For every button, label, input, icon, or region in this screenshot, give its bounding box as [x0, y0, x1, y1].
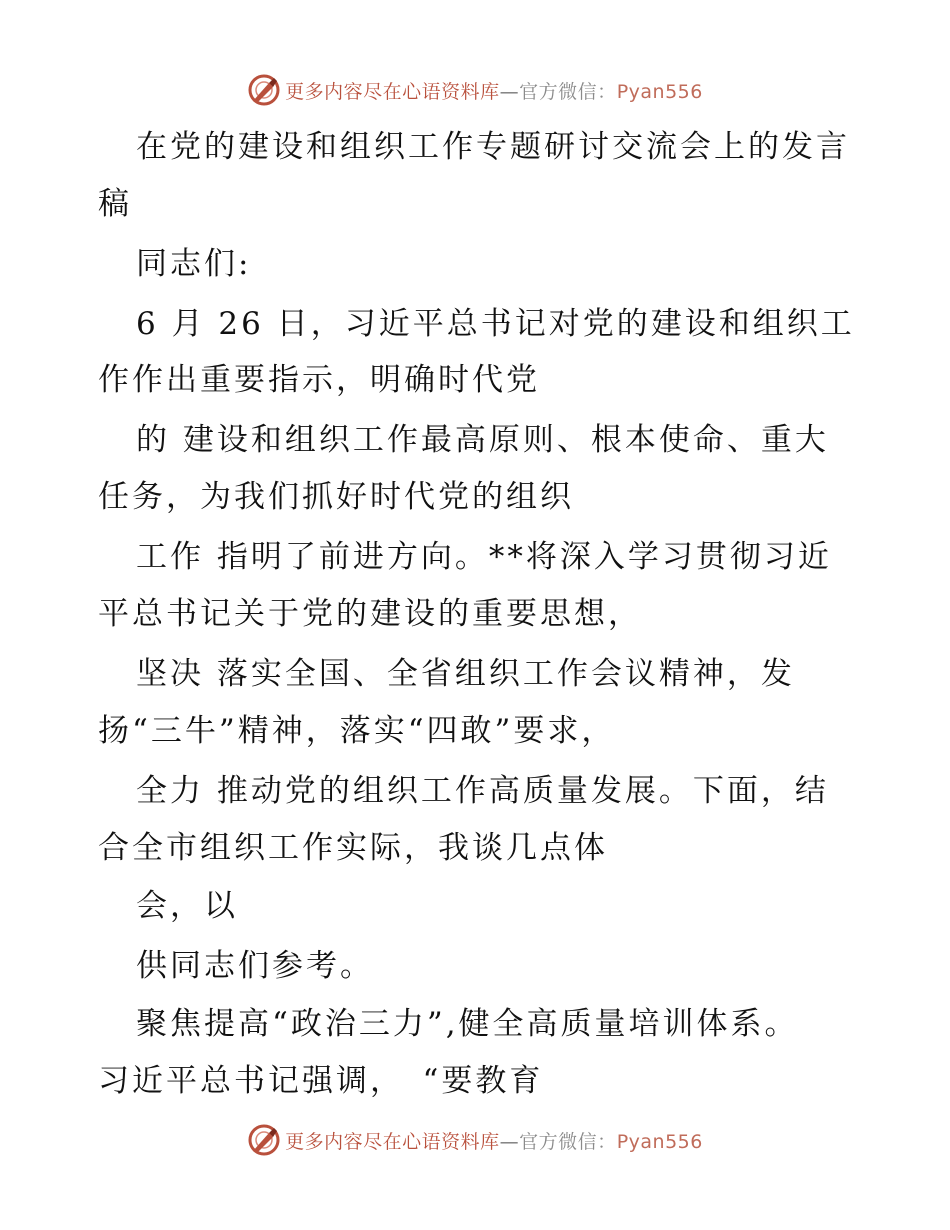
- salutation: 同志们:: [136, 246, 252, 282]
- watermark-account: Pyan556: [616, 1130, 703, 1153]
- paragraph-line: 全力 推动党的组织工作高质量发展。下面，结: [136, 773, 829, 809]
- paragraph-line: 扬“三牛”精神，落实“四敢”要求，: [98, 713, 616, 749]
- paragraph-line: 工作 指明了前进方向。**将深入学习贯彻习近: [136, 539, 832, 575]
- title-line-2: 稿: [98, 186, 132, 222]
- paragraph-line: 聚焦提高“政治三力”,健全高质量培训体系。: [136, 1006, 799, 1042]
- footer-watermark: [0, 1120, 950, 1160]
- paragraph-line: 6 月 26 日，习近平总书记对党的建设和组织工: [136, 306, 855, 342]
- paragraph-line: 合全市组织工作实际，我谈几点体: [98, 830, 608, 866]
- header-watermark: [0, 70, 950, 110]
- watermark-separator: —: [499, 80, 520, 103]
- pen-logo-icon: [247, 73, 281, 107]
- watermark-separator: —: [499, 1130, 520, 1153]
- watermark-wechat-label: 官方微信：: [519, 1130, 617, 1153]
- watermark-text: 更多内容尽在心语资料库: [285, 1130, 500, 1153]
- paragraph-line: 任务，为我们抓好时代党的组织: [98, 479, 574, 515]
- title-line-1: 在党的建设和组织工作专题研讨交流会上的发言: [136, 129, 850, 165]
- paragraph-line: 作作出重要指示，明确时代党: [98, 362, 540, 398]
- paragraph-line: 坚决 落实全国、全省组织工作会议精神，发: [136, 656, 795, 692]
- paragraph-line: 供同志们参考。: [136, 948, 374, 984]
- paragraph-line: 平总书记关于党的建设的重要思想，: [98, 596, 642, 632]
- pen-logo-icon: [247, 1123, 281, 1157]
- watermark-wechat-label: 官方微信：: [519, 80, 617, 103]
- watermark-account: Pyan556: [616, 80, 703, 103]
- paragraph-line: 会，以: [136, 888, 238, 924]
- paragraph-line: 习近平总书记强调， “要教育: [98, 1063, 544, 1099]
- watermark-text: 更多内容尽在心语资料库: [285, 80, 500, 103]
- paragraph-line: 的 建设和组织工作最高原则、根本使命、重大: [136, 422, 829, 458]
